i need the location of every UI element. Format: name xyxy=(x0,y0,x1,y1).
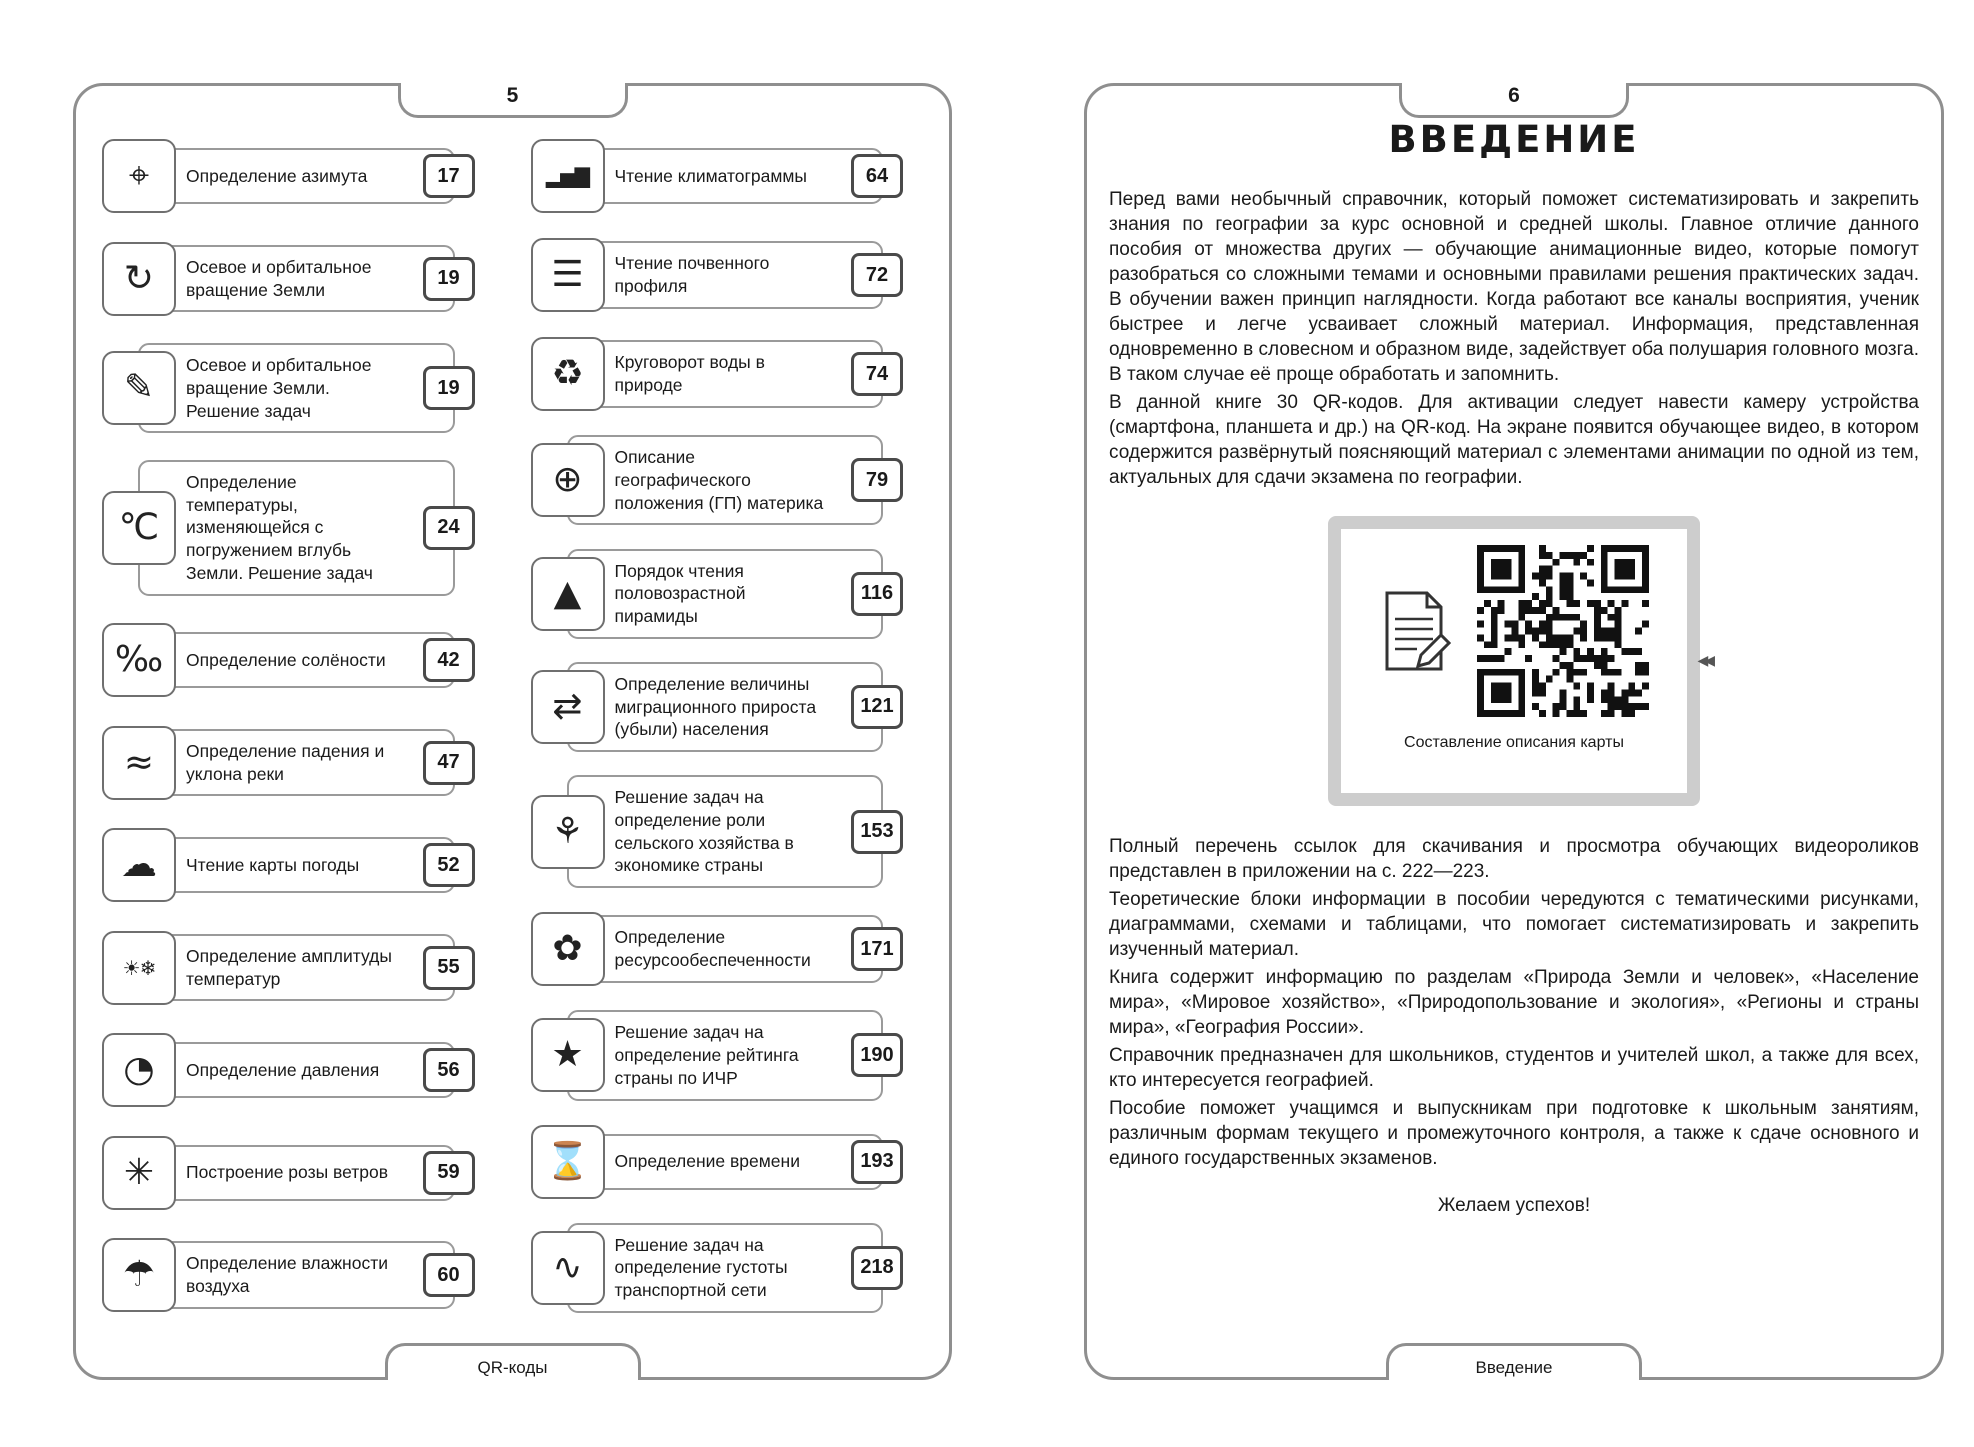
page-number-badge: 52 xyxy=(423,843,475,887)
toc-item xyxy=(102,343,475,433)
toc-item xyxy=(531,775,904,888)
left-page-footer: QR-коды xyxy=(477,1358,548,1377)
toc-item xyxy=(531,1010,904,1100)
earth-rotation-icon: ↻ xyxy=(123,257,155,299)
toc-item-label-box xyxy=(138,460,455,596)
closing-wish: Желаем успехов! xyxy=(1437,1195,1591,1216)
continent-location-icon: ⊕ xyxy=(552,459,583,501)
page-number-badge: 116 xyxy=(851,572,903,616)
toc-item xyxy=(102,930,475,1006)
page-number-badge: 55 xyxy=(423,946,475,990)
toc-item xyxy=(531,1223,904,1313)
toc-item-label: Порядок чтения половозрастной пирамиды xyxy=(614,560,746,626)
toc-item-label-box xyxy=(138,1042,455,1098)
weather-map-icon: ☁ xyxy=(121,844,157,885)
toc-item-label: Определение падения и уклона реки xyxy=(186,740,385,784)
toc-item-label-box xyxy=(138,934,455,1002)
toc-item-label-box xyxy=(567,1010,884,1100)
toc-column-2 xyxy=(531,138,904,1313)
intro-paragraph: Теоретические блоки информации в пособии чередуются с тематическими рисунками, диаграммами, схемами и таблицами, что помогает систематизировать и закрепить изученный материал. xyxy=(1109,889,1919,960)
migration-growth-icon: ⇄ xyxy=(552,685,583,727)
toc-item-label: Определение амплитуды температур xyxy=(186,945,392,989)
page-number-badge: 64 xyxy=(851,154,903,198)
introduction-section xyxy=(1109,112,1919,1313)
page-number-badge: 79 xyxy=(851,458,903,502)
right-page-bottom-notch xyxy=(1386,1343,1642,1380)
toc-item xyxy=(102,1032,475,1108)
toc-item-label: Определение ресурсообеспеченности xyxy=(614,927,811,971)
toc-item-label-box xyxy=(567,549,884,639)
transport-network-icon xyxy=(531,1231,605,1305)
toc-item-label-box xyxy=(138,343,455,433)
left-page-bottom-notch xyxy=(385,1343,641,1380)
toc-item xyxy=(531,138,904,214)
page-number-badge: 218 xyxy=(851,1246,903,1290)
toc-item-label-box xyxy=(567,148,884,204)
right-page-top-notch xyxy=(1399,83,1629,118)
page-number-badge: 190 xyxy=(851,1033,903,1077)
agriculture-role-icon xyxy=(531,795,605,869)
toc-item-label: Описание географического положения (ГП) материка xyxy=(614,447,824,513)
toc-item xyxy=(102,725,475,801)
toc-item-label-box xyxy=(138,245,455,313)
toc-item xyxy=(531,662,904,752)
page-number-badge: 153 xyxy=(851,810,903,854)
toc-item-label: Определение азимута xyxy=(186,165,368,186)
resource-availability-icon xyxy=(531,912,605,986)
toc-item xyxy=(531,237,904,313)
toc-item-label-box xyxy=(567,775,884,888)
right-page-footer: Введение xyxy=(1475,1358,1553,1377)
hdi-rating-icon xyxy=(531,1018,605,1092)
air-humidity-icon xyxy=(102,1238,176,1312)
page-number-badge: 56 xyxy=(423,1048,475,1092)
intro-paragraph: Полный перечень ссылок для скачивания и просмотра обучающих видеороликов представлен в приложении на с. 222—223. xyxy=(1109,836,1919,882)
toc-item-label: Чтение карты погоды xyxy=(186,854,360,875)
qr-code xyxy=(1477,545,1649,722)
air-humidity-icon: ☂ xyxy=(122,1254,156,1295)
underground-temperature-icon xyxy=(102,491,176,565)
toc-item-label: Определение температуры, изменяющейся с погружением вглубь Земли. Решение задач xyxy=(186,471,373,583)
intro-text-top xyxy=(1109,187,1919,490)
toc-column-1 xyxy=(102,138,475,1313)
toc-item xyxy=(102,1237,475,1313)
intro-paragraph: Книга содержит информацию по разделам «Природа Земли и человек», «Население мира», «Мировое хозяйство», «Природопользование и экология», «Регионы и страны мира», «География России». xyxy=(1109,967,1919,1038)
right-page xyxy=(1084,83,1944,1380)
toc-item-label-box xyxy=(138,729,455,797)
toc-item-label-box xyxy=(567,915,884,983)
page-number-badge: 19 xyxy=(423,366,475,410)
intro-paragraph: Перед вами необычный справочник, который поможет систематизировать и закрепить знания по географии за курс основной и средней школы. Главное отличие данного пособия от множества других — обучающие анимационные видео, которые помогут разобраться со сложными темами и основными правилами решения практических задач. В обучении важен принцип наглядности. Когда работают все каналы восприятия, ученик быстрее и легче усваивает сложный материал. Информация, представленная одновременно в словесном и образном виде, задействует оба полушария головного мозга. В таком случае её проще обработать и запомнить. xyxy=(1109,189,1919,385)
toc-item-label-box xyxy=(138,632,455,688)
migration-growth-icon xyxy=(531,670,605,744)
climatogram-chart-icon: ▂▅▇ xyxy=(545,164,590,188)
page-number-badge: 59 xyxy=(423,1151,475,1195)
page-number-badge: 47 xyxy=(423,741,475,785)
toc-item xyxy=(531,911,904,987)
wind-rose-icon xyxy=(102,1136,176,1210)
compass-azimuth-icon: ⌖ xyxy=(128,155,150,196)
toc-item-label: Определение солёности xyxy=(186,649,386,670)
toc-item xyxy=(531,549,904,639)
world-time-icon xyxy=(531,1125,605,1199)
qr-caption: Составление описания карты xyxy=(1404,734,1624,751)
toc-item-label: Определение величины миграционного прироста (убыли) населения xyxy=(614,673,817,740)
toc-item-label: Чтение почвенного профиля xyxy=(614,253,770,297)
temperature-amplitude-icon: ☀❄ xyxy=(122,955,156,980)
toc-item-label: Определение влажности воздуха xyxy=(186,1253,388,1296)
toc-item-label: Построение розы ветров xyxy=(186,1162,389,1183)
toc-columns xyxy=(102,138,903,1313)
page-number-badge: 121 xyxy=(851,685,903,729)
document-pencil-icon xyxy=(1379,589,1451,678)
river-slope-icon xyxy=(102,726,176,800)
weather-map-icon xyxy=(102,828,176,902)
climatogram-chart-icon xyxy=(531,139,605,213)
page-number-badge: 74 xyxy=(851,352,903,396)
toc-item-label: Чтение климатограммы xyxy=(614,165,808,186)
rewind-icon: ◀◀ xyxy=(1697,653,1711,669)
intro-paragraph: В данной книге 30 QR-кодов. Для активации следует навести камеру устройства (смартфона, планшета и др.) на QR-код. На экране появится обучающее видео, в котором содержится развёрнутый поясняющий материал с элементами анимации по одной из тем, актуальных для сдачи экзамена по географии. xyxy=(1109,392,1919,488)
toc-item-label: Решение задач на определение густоты транспортной сети xyxy=(614,1234,788,1301)
left-page xyxy=(73,83,952,1380)
toc-item xyxy=(102,241,475,317)
water-cycle-icon xyxy=(531,337,605,411)
toc-item-label-box xyxy=(567,435,884,525)
earth-rotation-tasks-icon: ✎ xyxy=(123,367,155,409)
toc-item xyxy=(102,460,475,596)
underground-temperature-icon: ℃ xyxy=(118,506,160,548)
page-number-badge: 60 xyxy=(423,1253,475,1297)
left-page-top-notch xyxy=(398,83,628,118)
qr-illustration-frame xyxy=(1328,516,1711,806)
toc-item xyxy=(102,1135,475,1211)
toc-item xyxy=(102,622,475,698)
toc-item-label-box xyxy=(567,662,884,752)
river-slope-icon: ≈ xyxy=(123,741,155,783)
page-number-badge: 193 xyxy=(851,1140,903,1184)
soil-profile-icon: ☰ xyxy=(551,254,584,296)
agriculture-role-icon: ⚘ xyxy=(551,810,584,852)
intro-paragraph: Пособие поможет учащимся и выпускникам при подготовке к школьным занятиям, различным формам текущего и промежуточного контроля, а также к сдаче основного и единого государственных экзаменов. xyxy=(1109,1098,1919,1169)
wind-rose-icon: ✳ xyxy=(123,1151,155,1193)
toc-item xyxy=(531,435,904,525)
pressure-gauge-icon xyxy=(102,1033,176,1107)
toc-item-label-box xyxy=(567,241,884,309)
page-number-badge: 72 xyxy=(851,253,903,297)
intro-paragraph: Справочник предназначен для школьников, студентов и учителей школ, а также для всех, кто интересуется географией. xyxy=(1109,1045,1919,1091)
page-number-badge: 17 xyxy=(423,154,475,198)
page-number-badge: 19 xyxy=(423,257,475,301)
page-number-badge: 24 xyxy=(423,506,475,550)
soil-profile-icon xyxy=(531,238,605,312)
water-cycle-icon: ♻ xyxy=(551,353,584,395)
earth-rotation-icon xyxy=(102,242,176,316)
toc-item-label: Круговорот воды в природе xyxy=(614,352,765,396)
earth-rotation-tasks-icon xyxy=(102,351,176,425)
toc-item xyxy=(102,138,475,214)
age-sex-pyramid-icon: ▲ xyxy=(553,572,582,614)
toc-item xyxy=(531,336,904,412)
age-sex-pyramid-icon xyxy=(531,557,605,631)
left-page-number: 5 xyxy=(506,84,519,107)
toc-item-label-box xyxy=(567,340,884,408)
toc-item-label-box xyxy=(138,1145,455,1201)
page-title: ВВЕДЕНИЕ xyxy=(1388,118,1640,161)
page-number-badge: 171 xyxy=(851,927,903,971)
toc-item-label-box xyxy=(138,837,455,893)
toc-item-label-box xyxy=(567,1134,884,1190)
toc-item-label-box xyxy=(138,148,455,204)
toc-item-label: Осевое и орбитальное вращение Земли. Решение задач xyxy=(186,355,372,421)
toc-item-label: Решение задач на определение рейтинга страны по ИЧР xyxy=(614,1022,799,1088)
pressure-gauge-icon: ◔ xyxy=(123,1049,155,1090)
hdi-rating-icon: ★ xyxy=(551,1034,584,1076)
toc-item-label-box xyxy=(567,1223,884,1313)
compass-azimuth-icon xyxy=(102,139,176,213)
transport-network-icon: ∿ xyxy=(552,1246,583,1288)
salinity-drop-icon xyxy=(102,623,176,697)
toc-item-label-box xyxy=(138,1241,455,1309)
qr-row xyxy=(1379,545,1649,722)
temperature-amplitude-icon xyxy=(102,931,176,1005)
toc-item-label: Определение времени xyxy=(614,1151,800,1172)
continent-location-icon xyxy=(531,443,605,517)
page-number-badge: 42 xyxy=(423,638,475,682)
intro-text-bottom xyxy=(1109,834,1919,1171)
toc-item xyxy=(531,1124,904,1200)
salinity-drop-icon: ‰ xyxy=(114,639,164,680)
toc-item xyxy=(102,827,475,903)
resource-availability-icon: ✿ xyxy=(552,928,583,970)
toc-item-label: Решение задач на определение роли сельского хозяйства в экономике страны xyxy=(614,787,794,876)
right-page-number: 6 xyxy=(1508,84,1520,107)
world-time-icon: ⌛ xyxy=(545,1140,590,1182)
toc-item-label: Осевое и орбитальное вращение Земли xyxy=(186,256,372,300)
toc-item-label: Определение давления xyxy=(186,1059,380,1080)
